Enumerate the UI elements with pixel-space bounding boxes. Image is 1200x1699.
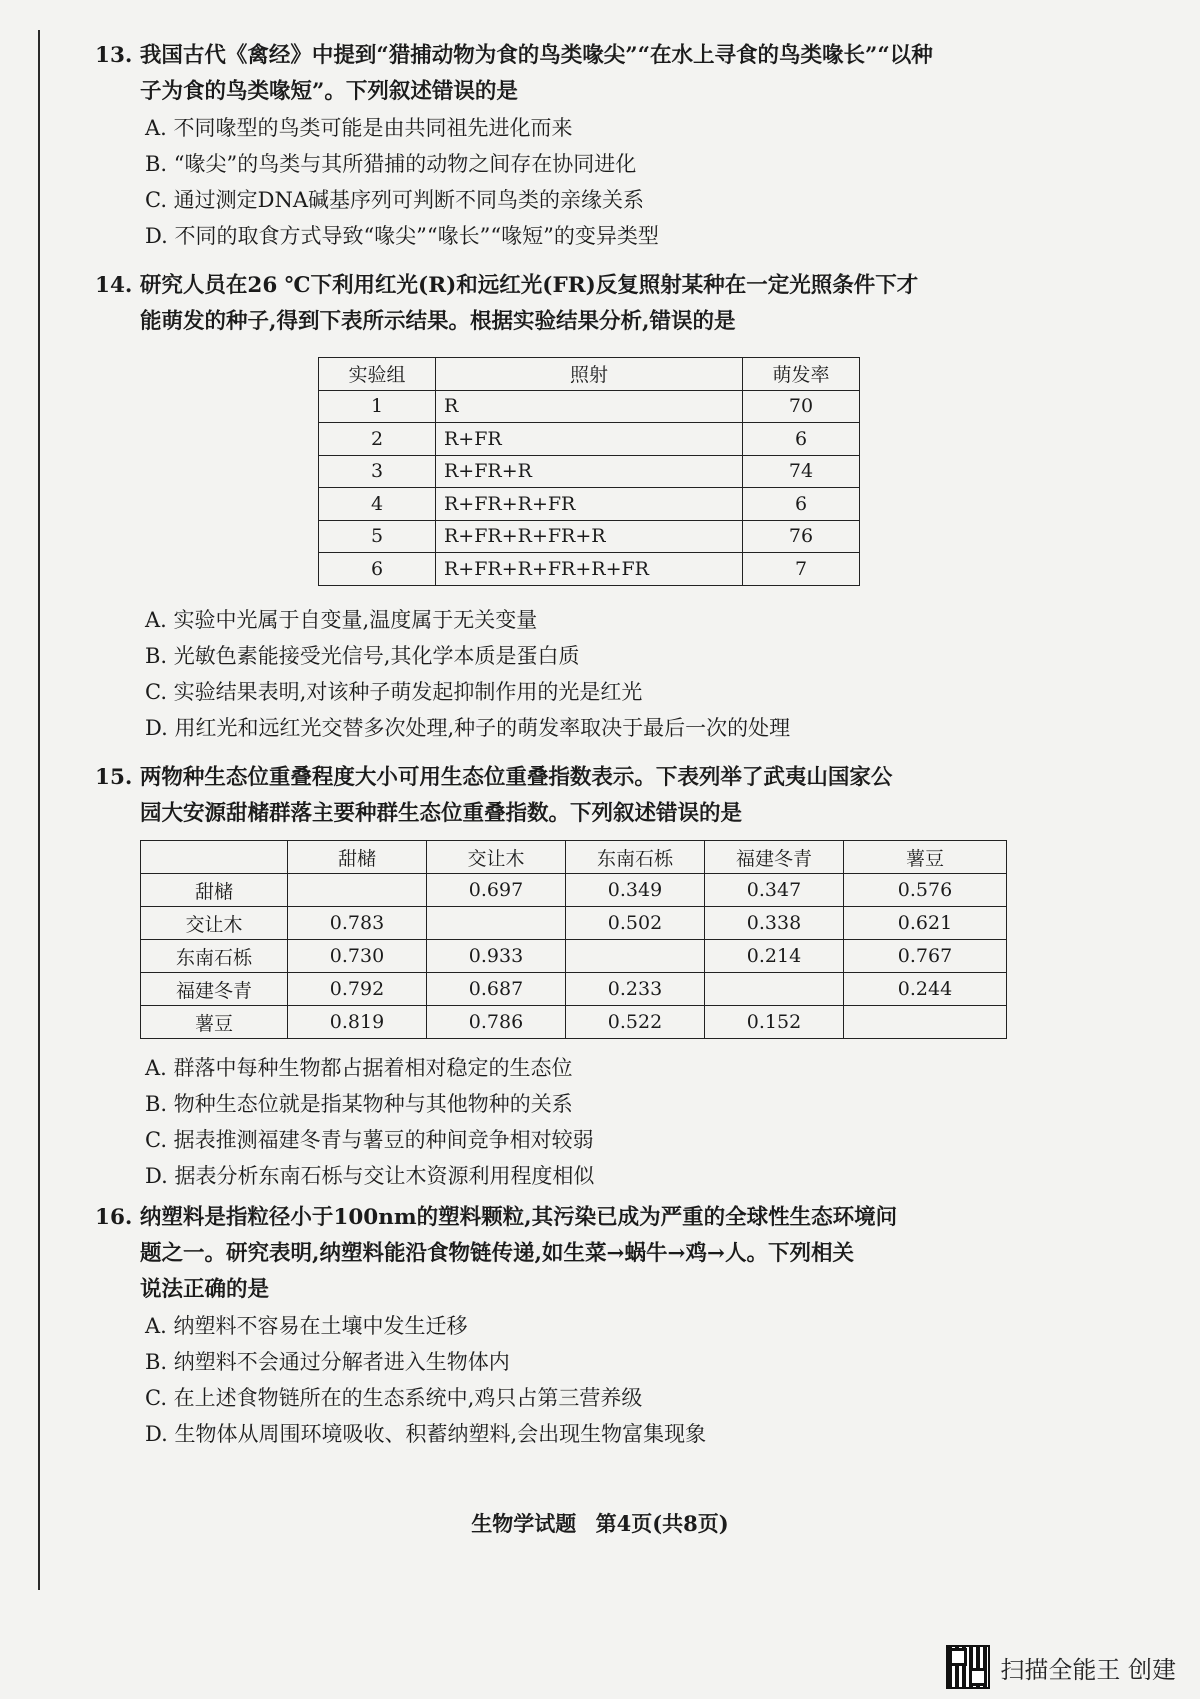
table-cell: 0.621 bbox=[844, 907, 1007, 940]
table-header bbox=[141, 841, 288, 874]
question-14 bbox=[95, 268, 1045, 340]
table-cell: 0.933 bbox=[427, 940, 566, 973]
table-cell: 0.697 bbox=[427, 874, 566, 907]
table-row bbox=[319, 553, 860, 586]
table-row bbox=[319, 488, 860, 521]
table-cell: 0.730 bbox=[288, 940, 427, 973]
question-15-option-b: B. 物种生态位就是指某物种与其他物种的关系 bbox=[145, 1092, 573, 1116]
table-cell: R+FR+R+FR+R+FR bbox=[436, 553, 743, 586]
table-cell: 6 bbox=[319, 553, 436, 586]
question-16-option-c: C. 在上述食物链所在的生态系统中,鸡只占第三营养级 bbox=[145, 1386, 643, 1410]
table-header: 薯豆 bbox=[844, 841, 1007, 874]
table-cell: 74 bbox=[743, 455, 860, 488]
question-16-stem: 16. 纳塑料是指粒径小于100nm的塑料颗粒,其污染已成为严重的全球性生态环境问 bbox=[95, 1205, 898, 1230]
footer-subject: 生物学试题 bbox=[471, 1511, 577, 1536]
question-14-option-d: D. 用红光和远红光交替多次处理,种子的萌发率取决于最后一次的处理 bbox=[145, 716, 791, 740]
table-cell: 7 bbox=[743, 553, 860, 586]
table-header: 实验组 bbox=[319, 358, 436, 391]
table-cell: 76 bbox=[743, 520, 860, 553]
table-header: 照射 bbox=[436, 358, 743, 391]
table-row bbox=[141, 940, 1007, 973]
table-cell: 3 bbox=[319, 455, 436, 488]
table-row-label: 甜槠 bbox=[141, 874, 288, 907]
table-row-label: 福建冬青 bbox=[141, 973, 288, 1006]
table-cell: 0.347 bbox=[705, 874, 844, 907]
question-15-stem-cont: 园大安源甜槠群落主要种群生态位重叠指数。下列叙述错误的是 bbox=[140, 801, 743, 826]
footer-page-number: 第4页(共8页) bbox=[595, 1511, 729, 1536]
qr-code-icon bbox=[946, 1645, 990, 1689]
question-13-stem-cont: 子为食的鸟类喙短”。下列叙述错误的是 bbox=[140, 79, 518, 104]
question-14-option-a: A. 实验中光属于自变量,温度属于无关变量 bbox=[145, 608, 538, 632]
question-14-options bbox=[95, 602, 1045, 746]
table-cell bbox=[427, 907, 566, 940]
niche-overlap-table bbox=[140, 840, 1007, 1039]
table-row bbox=[141, 907, 1007, 940]
question-14-stem-cont: 能萌发的种子,得到下表所示结果。根据实验结果分析,错误的是 bbox=[140, 309, 736, 334]
table-cell: 0.819 bbox=[288, 1006, 427, 1039]
table-cell: 0.233 bbox=[566, 973, 705, 1006]
table-header-row bbox=[141, 841, 1007, 874]
table-row bbox=[141, 1006, 1007, 1039]
question-16-option-d: D. 生物体从周围环境吸收、积蓄纳塑料,会出现生物富集现象 bbox=[145, 1422, 707, 1446]
table-row bbox=[141, 874, 1007, 907]
table-header: 甜槠 bbox=[288, 841, 427, 874]
question-15-stem: 15. 两物种生态位重叠程度大小可用生态位重叠指数表示。下表列举了武夷山国家公 bbox=[95, 765, 893, 790]
watermark-text: 扫描全能王 创建 bbox=[1000, 1655, 1176, 1684]
table-cell: 0.576 bbox=[844, 874, 1007, 907]
question-13-option-b: B. “喙尖”的鸟类与其所猎捕的动物之间存在协同进化 bbox=[145, 152, 637, 176]
margin-rule bbox=[38, 30, 40, 1590]
question-14-option-c: C. 实验结果表明,对该种子萌发起抑制作用的光是红光 bbox=[145, 680, 643, 704]
table-header: 福建冬青 bbox=[705, 841, 844, 874]
table-row bbox=[319, 455, 860, 488]
question-13 bbox=[95, 38, 1045, 254]
page-footer bbox=[0, 1508, 1200, 1538]
table-cell: R+FR bbox=[436, 423, 743, 456]
question-13-option-a: A. 不同喙型的鸟类可能是由共同祖先进化而来 bbox=[145, 116, 573, 140]
table-cell: 0.214 bbox=[705, 940, 844, 973]
table-cell: 2 bbox=[319, 423, 436, 456]
table-cell: R+FR+R+FR+R bbox=[436, 520, 743, 553]
table-cell: R+FR+R+FR bbox=[436, 488, 743, 521]
table-cell: 0.792 bbox=[288, 973, 427, 1006]
table-cell bbox=[705, 973, 844, 1006]
question-13-option-d: D. 不同的取食方式导致“喙尖”“喙长”“喙短”的变异类型 bbox=[145, 224, 659, 248]
question-16-stem-cont: 题之一。研究表明,纳塑料能沿食物链传递,如生菜→蜗牛→鸡→人。下列相关 bbox=[140, 1241, 855, 1266]
table-header: 交让木 bbox=[427, 841, 566, 874]
question-13-stem: 13. 我国古代《禽经》中提到“猎捕动物为食的鸟类喙尖”“在水上寻食的鸟类喙长”“以种 bbox=[95, 43, 933, 68]
table-row bbox=[319, 520, 860, 553]
question-13-option-c: C. 通过测定DNA碱基序列可判断不同鸟类的亲缘关系 bbox=[145, 188, 645, 212]
table-row-label: 薯豆 bbox=[141, 1006, 288, 1039]
table-cell: 0.244 bbox=[844, 973, 1007, 1006]
table-cell: 5 bbox=[319, 520, 436, 553]
question-16-option-a: A. 纳塑料不容易在土壤中发生迁移 bbox=[145, 1314, 468, 1338]
table-row-label: 交让木 bbox=[141, 907, 288, 940]
light-germination-table bbox=[318, 357, 860, 586]
table-cell: R+FR+R bbox=[436, 455, 743, 488]
question-16-stem-cont-2: 说法正确的是 bbox=[140, 1277, 270, 1302]
table-row bbox=[141, 973, 1007, 1006]
table-cell: 0.786 bbox=[427, 1006, 566, 1039]
table-cell: 0.687 bbox=[427, 973, 566, 1006]
table-row-label: 东南石栎 bbox=[141, 940, 288, 973]
question-15 bbox=[95, 760, 1045, 832]
table-cell: 0.522 bbox=[566, 1006, 705, 1039]
table-header: 萌发率 bbox=[743, 358, 860, 391]
question-14-option-b: B. 光敏色素能接受光信号,其化学本质是蛋白质 bbox=[145, 644, 580, 668]
question-15-options bbox=[95, 1050, 1045, 1194]
table-cell: 0.767 bbox=[844, 940, 1007, 973]
table-cell: 0.783 bbox=[288, 907, 427, 940]
table-cell bbox=[566, 940, 705, 973]
table-cell: 6 bbox=[743, 488, 860, 521]
table-row bbox=[319, 423, 860, 456]
question-14-stem: 14. 研究人员在26 ℃下利用红光(R)和远红光(FR)反复照射某种在一定光照条件下才 bbox=[95, 273, 919, 298]
table-row bbox=[319, 390, 860, 423]
table-cell: 1 bbox=[319, 390, 436, 423]
question-16 bbox=[95, 1200, 1045, 1452]
table-cell: R bbox=[436, 390, 743, 423]
table-cell: 0.338 bbox=[705, 907, 844, 940]
question-15-option-a: A. 群落中每种生物都占据着相对稳定的生态位 bbox=[145, 1056, 573, 1080]
table-cell: 0.349 bbox=[566, 874, 705, 907]
table-cell: 70 bbox=[743, 390, 860, 423]
question-15-option-d: D. 据表分析东南石栎与交让木资源利用程度相似 bbox=[145, 1164, 595, 1188]
table-header-row bbox=[319, 358, 860, 391]
table-cell: 4 bbox=[319, 488, 436, 521]
question-15-option-c: C. 据表推测福建冬青与薯豆的种间竞争相对较弱 bbox=[145, 1128, 594, 1152]
question-16-option-b: B. 纳塑料不会通过分解者进入生物体内 bbox=[145, 1350, 510, 1374]
table-cell bbox=[844, 1006, 1007, 1039]
table-cell: 0.152 bbox=[705, 1006, 844, 1039]
table-header: 东南石栎 bbox=[566, 841, 705, 874]
table-cell: 0.502 bbox=[566, 907, 705, 940]
scanner-watermark bbox=[946, 1645, 1176, 1689]
table-cell bbox=[288, 874, 427, 907]
table-cell: 6 bbox=[743, 423, 860, 456]
